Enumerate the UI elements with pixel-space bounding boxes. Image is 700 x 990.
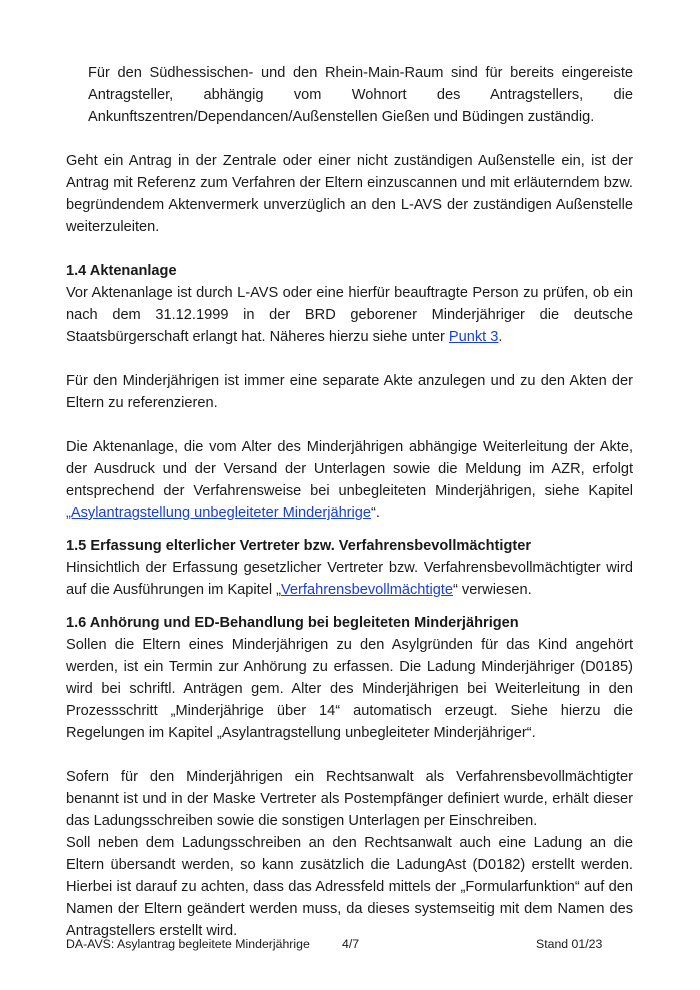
- page-footer: [66, 935, 633, 953]
- footer-doc-title: DA-AVS: Asylantrag begleitete Minderjährige: [66, 937, 310, 951]
- heading-erfassung-vertreter: 1.5 Erfassung elterlicher Vertreter bzw. Verfahrensbevollmächtigter: [66, 538, 532, 554]
- link-verfahrensbevollmaechtigte[interactable]: Verfahrensbevollmächtigte: [281, 582, 453, 598]
- paragraph-anhoerung-1: Sollen die Eltern eines Minderjährigen zu den Asylgründen für das Kind angehört werden, ist ein Termin zur Anhörung zu erfassen. Die Ladung Minderjähriger (D0185) wird bei schriftl. Anträgen gem. Alter des Minderjährigen bei Weiterleitung in den Prozessschritt „Minderjährige über 14“ automatisch erzeugt. Siehe hierzu die Regelungen im Kapitel „Asylantragstellung unbegleiteter Minderjähriger“.: [66, 637, 633, 741]
- paragraph-zentrale: Geht ein Antrag in der Zentrale oder einer nicht zuständigen Außenstelle ein, ist der Antrag mit Referenz zum Verfahren der Eltern einzuscannen und mit erläuterndem bzw. begründendem Aktenvermerk unverzüglich an den L-AVS der zuständigen Außenstelle weiterzuleiten.: [66, 153, 633, 235]
- heading-aktenanlage: 1.4 Aktenanlage: [66, 263, 177, 279]
- paragraph-aktenanlage-2: Für den Minderjährigen ist immer eine separate Akte anzulegen und zu den Akten der Eltern zu referenzieren.: [66, 373, 633, 411]
- text: “.: [371, 505, 380, 521]
- text: Die Aktenanlage, die vom Alter des Minderjährigen abhängige Weiterleitung der Akte, der Ausdruck und der Versand der Unterlagen sowie die Meldung im AZR, erfolgt entsprechend der Verfahrensweise bei unbegleiteten Minderjährigen, siehe Kapitel: [66, 439, 633, 499]
- paragraph-aktenanlage-3: [66, 436, 633, 524]
- link-punkt-3[interactable]: Punkt 3: [448, 329, 499, 345]
- heading-anhoerung: 1.6 Anhörung und ED-Behandlung bei begleiteten Minderjährigen: [66, 615, 519, 631]
- text: .: [498, 329, 503, 345]
- text: “ verwiesen.: [452, 582, 532, 598]
- paragraph-anhoerung-2: Sofern für den Minderjährigen ein Rechtsanwalt als Verfahrensbevollmächtigter benannt ist und in der Maske Vertreter als Postempfänger definiert wurde, erhält dieser das Ladungsschreiben sowie die sonstigen Unterlagen per Einschreiben.: [66, 769, 633, 829]
- paragraph-aktenanlage-1: [66, 282, 633, 348]
- document-page: [66, 62, 633, 942]
- footer-stand: Stand 01/23: [536, 937, 603, 951]
- text: Vor Aktenanlage ist durch L-AVS oder eine hierfür beauftragte Person zu prüfen, ob ein nach dem 31.12.1999 in der BRD geborener Minderjähriger die deutsche Staatsbürgerschaft erlangt hat. Näheres hierzu siehe unter: [66, 285, 633, 345]
- text: Hinsichtlich der Erfassung gesetzlicher Vertreter bzw. Verfahrensbevollmächtigter wird auf die Ausführungen im Kapitel „: [66, 560, 633, 598]
- paragraph-erfassung-vertreter: [66, 557, 633, 601]
- footer-page-number: 4/7: [342, 937, 360, 951]
- link-asylantragstellung-unbegleiteter[interactable]: „Asylantragstellung unbegleiteter Minderjährige: [66, 505, 372, 521]
- paragraph-anhoerung-3: Soll neben dem Ladungsschreiben an den Rechtsanwalt auch eine Ladung an die Eltern übersandt werden, so kann zusätzlich die LadungAst (D0182) erstellt werden. Hierbei ist darauf zu achten, dass das Adressfeld mittels der „Formularfunktion“ auf den Namen der Eltern geändert werden muss, da dieses systemseitig mit dem Namen des Antragstellers erstellt wird.: [66, 835, 633, 939]
- intro-paragraph: Für den Südhessischen- und den Rhein-Main-Raum sind für bereits eingereiste Antragsteller, abhängig vom Wohnort des Antragstellers, die Ankunftszentren/Dependancen/Außenstellen Gießen und Büdingen zuständig.: [88, 65, 633, 125]
